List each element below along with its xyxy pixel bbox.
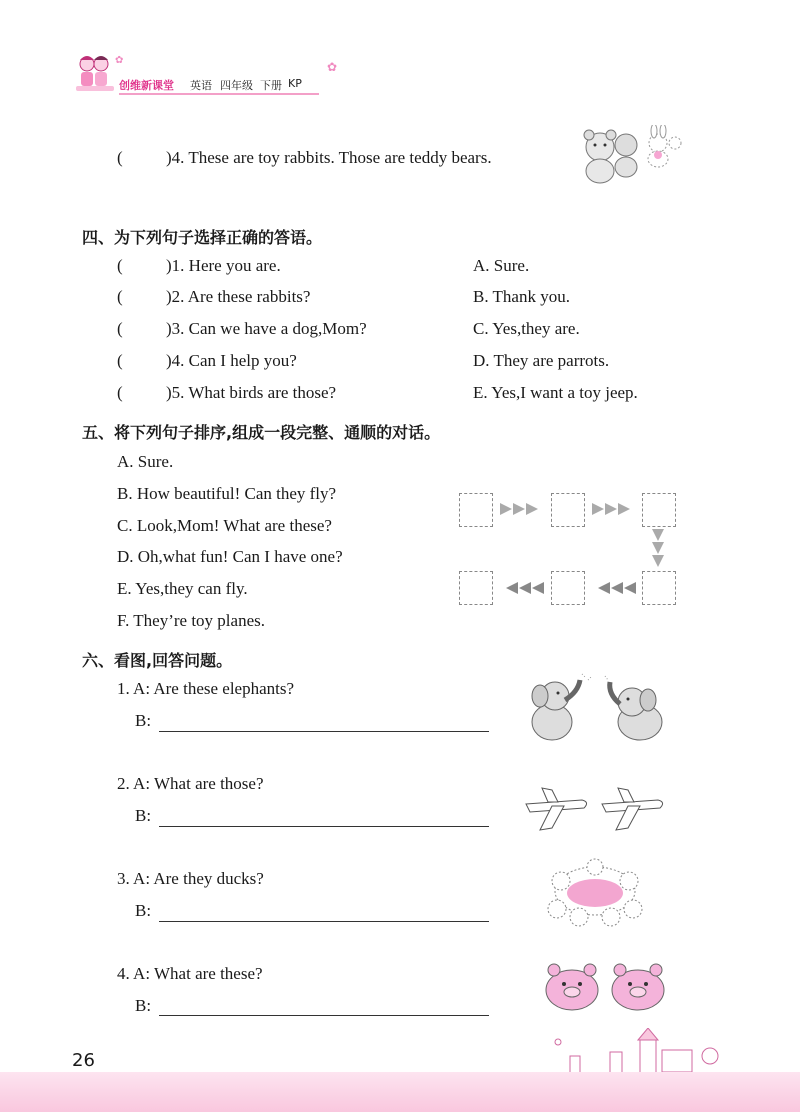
s5-sentence-d: D. Oh,what fun! Can I have one? bbox=[117, 547, 343, 566]
s4-option-a: A. Sure. bbox=[473, 256, 530, 275]
header-series: 创维新课堂 bbox=[119, 79, 174, 92]
arrow-left-icon-2 bbox=[500, 579, 544, 601]
header-grade: 四年级 bbox=[220, 79, 253, 92]
kids-logo-icon bbox=[72, 52, 118, 94]
s4-q2-paren: ( bbox=[117, 287, 123, 306]
s6-q2-answer-line[interactable] bbox=[159, 826, 489, 827]
prev-item-paren: ( bbox=[117, 148, 123, 167]
page-number: 26 bbox=[72, 1050, 95, 1071]
pig-icon bbox=[540, 960, 670, 1014]
order-box-1[interactable] bbox=[459, 493, 493, 527]
s5-sentence-f: F. They’re toy planes. bbox=[117, 611, 265, 630]
s6-q2-text: 2. A: What are those? bbox=[117, 774, 264, 793]
s4-q1-paren: ( bbox=[117, 256, 123, 275]
order-box-5[interactable] bbox=[551, 571, 585, 605]
section5-title: 五、将下列句子排序,组成一段完整、通顺的对话。 bbox=[82, 423, 441, 442]
plane-icon bbox=[522, 782, 672, 837]
chick-icon bbox=[543, 857, 648, 932]
s4-option-c: C. Yes,they are. bbox=[473, 319, 580, 338]
arrow-left-icon bbox=[592, 579, 636, 601]
order-box-6[interactable] bbox=[459, 571, 493, 605]
s4-option-d: D. They are parrots. bbox=[473, 351, 610, 370]
arrow-right-icon bbox=[500, 500, 544, 522]
s4-q5-paren: ( bbox=[117, 383, 123, 402]
s5-sentence-a: A. Sure. bbox=[117, 452, 174, 471]
header-flower-icon: ✿ bbox=[327, 60, 338, 74]
header-underline bbox=[119, 93, 319, 95]
s4-option-e: E. Yes,I want a toy jeep. bbox=[473, 383, 638, 402]
s4-q3-paren: ( bbox=[117, 319, 123, 338]
s5-sentence-e: E. Yes,they can fly. bbox=[117, 579, 248, 598]
planes-picture bbox=[522, 782, 672, 837]
arrow-right-icon-2 bbox=[592, 500, 636, 522]
elephant-icon bbox=[520, 672, 670, 750]
order-box-3[interactable] bbox=[642, 493, 676, 527]
s4-q4-text: )4. Can I help you? bbox=[166, 351, 297, 370]
header-volume: 下册 bbox=[260, 79, 282, 92]
s4-q5-text: )5. What birds are those? bbox=[166, 383, 337, 402]
section6-title: 六、看图,回答问题。 bbox=[82, 651, 233, 670]
header-edition: KP bbox=[288, 77, 302, 90]
order-box-2[interactable] bbox=[551, 493, 585, 527]
s4-q2-text: )2. Are these rabbits? bbox=[166, 287, 311, 306]
elephants-picture bbox=[520, 672, 670, 750]
footer-band bbox=[0, 1072, 800, 1112]
s6-q3-text: 3. A: Are they ducks? bbox=[117, 869, 264, 888]
s6-q1-text: 1. A: Are these elephants? bbox=[117, 679, 295, 698]
order-box-4[interactable] bbox=[642, 571, 676, 605]
s6-q1-b-label: B: bbox=[135, 711, 152, 730]
castle-decoration-icon bbox=[550, 1028, 730, 1072]
s4-option-b: B. Thank you. bbox=[473, 287, 570, 306]
s4-q3-text: )3. Can we have a dog,Mom? bbox=[166, 319, 367, 338]
s5-sentence-b: B. How beautiful! Can they fly? bbox=[117, 484, 337, 503]
s6-q4-text: 4. A: What are these? bbox=[117, 964, 263, 983]
s4-q1-text: )1. Here you are. bbox=[166, 256, 281, 275]
header-flower-icon-small: ✿ bbox=[115, 55, 124, 66]
s6-q1-answer-line[interactable] bbox=[159, 731, 489, 732]
s4-q4-paren: ( bbox=[117, 351, 123, 370]
prev-item-text: )4. These are toy rabbits. Those are teddy bears. bbox=[166, 148, 492, 167]
s6-q3-b-label: B: bbox=[135, 901, 152, 920]
header-subject: 英语 bbox=[190, 79, 212, 92]
s6-q4-b-label: B: bbox=[135, 996, 152, 1015]
teddy-bears-picture bbox=[578, 125, 683, 187]
s6-q2-b-label: B: bbox=[135, 806, 152, 825]
s6-q3-answer-line[interactable] bbox=[159, 921, 489, 922]
section4-title: 四、为下列句子选择正确的答语。 bbox=[82, 228, 323, 247]
chicks-picture bbox=[543, 857, 648, 932]
s5-sentence-c: C. Look,Mom! What are these? bbox=[117, 516, 332, 535]
pigs-picture bbox=[540, 960, 670, 1014]
header-logo bbox=[72, 52, 118, 94]
teddy-bear-icon bbox=[578, 125, 683, 187]
s6-q4-answer-line[interactable] bbox=[159, 1015, 489, 1016]
arrow-down-icon bbox=[649, 529, 667, 573]
